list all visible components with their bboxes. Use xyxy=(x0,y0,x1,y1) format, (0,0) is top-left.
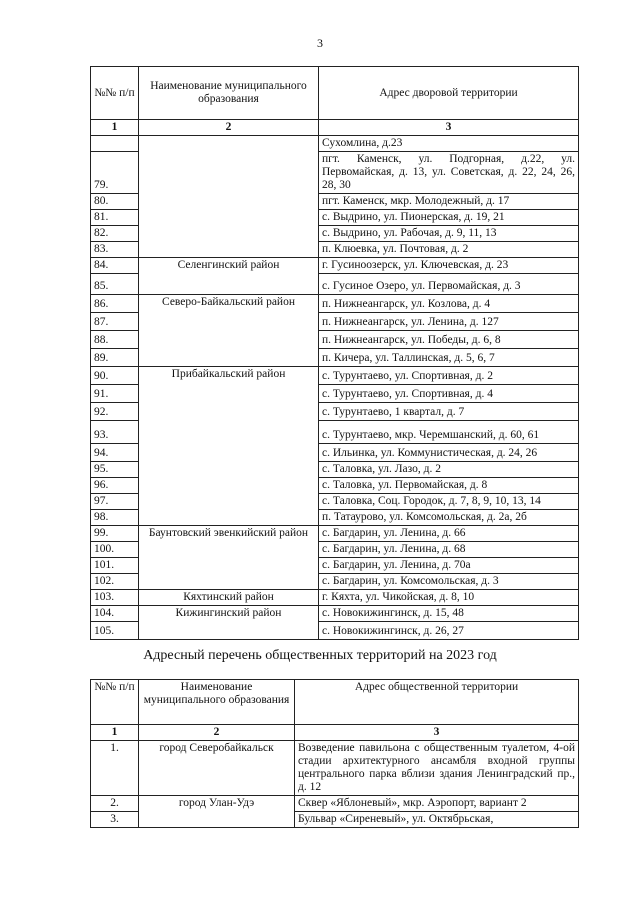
row-number: 94. xyxy=(91,444,139,462)
row-number: 92. xyxy=(91,403,139,421)
row-address: Возведение павильона с общественным туалетом, 4-ой стадии архитектурного ансамбля входной группы центрального парка вблизи здания Ленинградский пр., д. 12 xyxy=(295,741,579,796)
row-number: 84. xyxy=(91,258,139,274)
municipality-cell: Кижингинский район xyxy=(139,606,319,640)
row-number: 102. xyxy=(91,574,139,590)
row-number: 101. xyxy=(91,558,139,574)
row-address: с. Новокижингинск, д. 26, 27 xyxy=(319,622,579,640)
row-number: 93. xyxy=(91,421,139,444)
row-address: п. Кичера, ул. Таллинская, д. 5, 6, 7 xyxy=(319,349,579,367)
row-number: 100. xyxy=(91,542,139,558)
municipality-cell: Селенгинский район xyxy=(139,258,319,295)
row-number: 82. xyxy=(91,226,139,242)
table-row xyxy=(91,258,579,274)
row-address: с. Таловка, ул. Лазо, д. 2 xyxy=(319,462,579,478)
table-row xyxy=(91,741,579,796)
municipality-cell: Северо-Байкальский район xyxy=(139,295,319,367)
table-row xyxy=(91,590,579,606)
section-title: Адресный перечень общественных территорий на 2023 год xyxy=(143,648,497,663)
row-address: с. Таловка, ул. Первомайская, д. 8 xyxy=(319,478,579,494)
col-number-3: 3 xyxy=(319,120,579,136)
table-row xyxy=(91,526,579,542)
row-number: 85. xyxy=(91,274,139,295)
row-number: 80. xyxy=(91,194,139,210)
row-number: 86. xyxy=(91,295,139,313)
row-number: 96. xyxy=(91,478,139,494)
row-address: Бульвар «Сиреневый», ул. Октябрьская, xyxy=(295,812,579,828)
header-address: Адрес общественной территории xyxy=(295,680,579,725)
row-address: п. Нижнеангарск, ул. Победы, д. 6, 8 xyxy=(319,331,579,349)
row-address: пгт. Каменск, мкр. Молодежный, д. 17 xyxy=(319,194,579,210)
row-municipality: город Улан-Удэ xyxy=(139,796,295,828)
row-number: 91. xyxy=(91,385,139,403)
header-number: №№ п/п xyxy=(91,67,139,120)
table-row xyxy=(91,606,579,622)
row-address: с. Багдарин, ул. Ленина, д. 70а xyxy=(319,558,579,574)
row-address: с. Выдрино, ул. Рабочая, д. 9, 11, 13 xyxy=(319,226,579,242)
header-address: Адрес дворовой территории xyxy=(319,67,579,120)
table-row xyxy=(91,367,579,385)
row-address: с. Багдарин, ул. Ленина, д. 68 xyxy=(319,542,579,558)
row-address: с. Таловка, Соц. Городок, д. 7, 8, 9, 10, 13, 14 xyxy=(319,494,579,510)
row-address: п. Клюевка, ул. Почтовая, д. 2 xyxy=(319,242,579,258)
table-row xyxy=(91,796,579,812)
row-number: 83. xyxy=(91,242,139,258)
row-number: 88. xyxy=(91,331,139,349)
col-number-1: 1 xyxy=(91,120,139,136)
row-number: 1. xyxy=(91,741,139,796)
row-address: с. Гусиное Озеро, ул. Первомайская, д. 3 xyxy=(319,274,579,295)
table-header-row xyxy=(91,67,579,120)
column-number-row xyxy=(91,120,579,136)
row-number: 97. xyxy=(91,494,139,510)
row-number: 89. xyxy=(91,349,139,367)
row-number: 90. xyxy=(91,367,139,385)
page-number: 3 xyxy=(317,36,323,50)
row-address: с. Турунтаево, 1 квартал, д. 7 xyxy=(319,403,579,421)
row-address: с. Турунтаево, ул. Спортивная, д. 2 xyxy=(319,367,579,385)
row-number: 105. xyxy=(91,622,139,640)
courtyard-territories-table xyxy=(90,66,579,640)
row-address: с. Багдарин, ул. Комсомольская, д. 3 xyxy=(319,574,579,590)
row-address: г. Гусиноозерск, ул. Ключевская, д. 23 xyxy=(319,258,579,274)
row-number: 104. xyxy=(91,606,139,622)
table-row xyxy=(91,295,579,313)
row-address: Сквер «Яблоневый», мкр. Аэропорт, вариант 2 xyxy=(295,796,579,812)
row-number: 3. xyxy=(91,812,139,828)
municipality-cell xyxy=(139,136,319,258)
row-number: 95. xyxy=(91,462,139,478)
table-row xyxy=(91,136,579,152)
column-number-row xyxy=(91,725,579,741)
col-number-2: 2 xyxy=(139,120,319,136)
row-address: с. Ильинка, ул. Коммунистическая, д. 24, 26 xyxy=(319,444,579,462)
row-address: п. Татаурово, ул. Комсомольская, д. 2а, 2б xyxy=(319,510,579,526)
row-address: с. Багдарин, ул. Ленина, д. 66 xyxy=(319,526,579,542)
row-municipality: город Северобайкальск xyxy=(139,741,295,796)
row-number: 2. xyxy=(91,796,139,812)
row-address: с. Выдрино, ул. Пионерская, д. 19, 21 xyxy=(319,210,579,226)
row-number: 81. xyxy=(91,210,139,226)
row-number xyxy=(91,136,139,152)
municipality-cell: Баунтовский эвенкийский район xyxy=(139,526,319,590)
row-address: Сухомлина, д.23 xyxy=(319,136,579,152)
row-number: 87. xyxy=(91,313,139,331)
municipality-cell: Кяхтинский район xyxy=(139,590,319,606)
row-address: п. Нижнеангарск, ул. Козлова, д. 4 xyxy=(319,295,579,313)
header-municipality: Наименование муниципального образования xyxy=(139,67,319,120)
row-number: 103. xyxy=(91,590,139,606)
public-territories-table xyxy=(90,679,579,828)
row-address: с. Новокижингинск, д. 15, 48 xyxy=(319,606,579,622)
row-address: г. Кяхта, ул. Чикойская, д. 8, 10 xyxy=(319,590,579,606)
col-number-2: 2 xyxy=(139,725,295,741)
row-address: пгт. Каменск, ул. Подгорная, д.22, ул. Первомайская, д. 13, ул. Советская, д. 22, 24, 26, 28, 30 xyxy=(319,152,579,194)
table-header-row xyxy=(91,680,579,725)
col-number-1: 1 xyxy=(91,725,139,741)
row-number: 99. xyxy=(91,526,139,542)
col-number-3: 3 xyxy=(295,725,579,741)
header-municipality: Наименование муниципального образования xyxy=(139,680,295,725)
row-address: с. Турунтаево, мкр. Черемшанский, д. 60, 61 xyxy=(319,421,579,444)
row-number: 98. xyxy=(91,510,139,526)
header-number: №№ п/п xyxy=(91,680,139,725)
row-address: с. Турунтаево, ул. Спортивная, д. 4 xyxy=(319,385,579,403)
row-address: п. Нижнеангарск, ул. Ленина, д. 127 xyxy=(319,313,579,331)
municipality-cell: Прибайкальский район xyxy=(139,367,319,526)
row-number: 79. xyxy=(91,152,139,194)
